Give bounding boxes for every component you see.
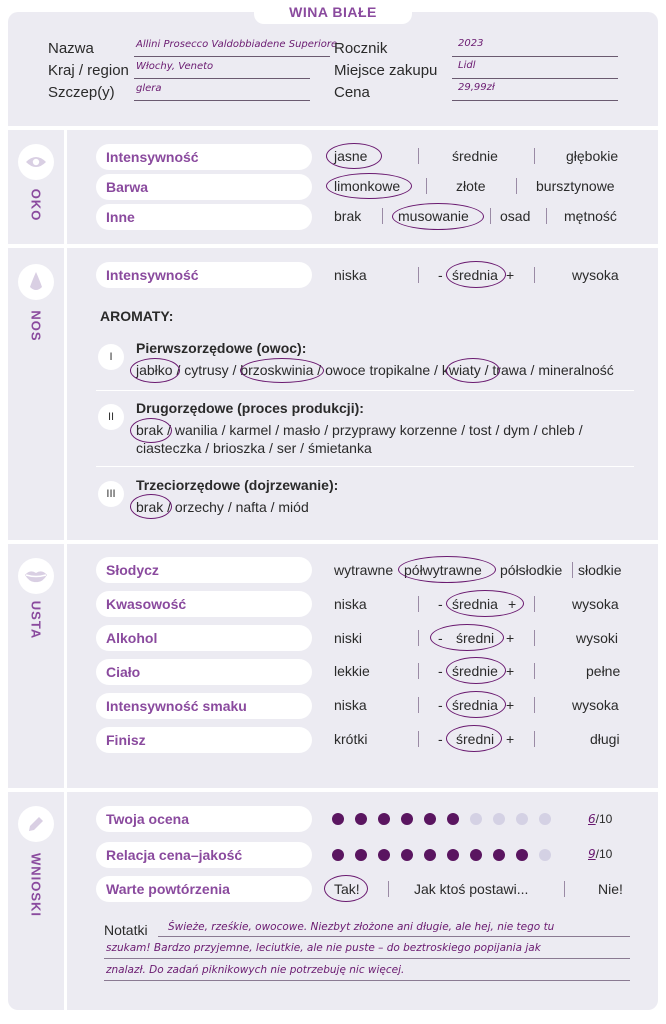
option-separator	[382, 208, 383, 224]
scale-low[interactable]: niski	[334, 630, 363, 646]
selection-circle	[446, 657, 506, 684]
minus-sign: -	[438, 697, 443, 713]
divider	[8, 126, 658, 130]
selection-circle	[446, 358, 500, 383]
usta-acid-label: Kwasowość	[96, 591, 312, 617]
rating-dot[interactable]	[470, 813, 482, 825]
minus-sign: -	[438, 731, 443, 747]
divider	[8, 788, 658, 792]
plus-sign: +	[506, 663, 515, 679]
rating-dot[interactable]	[516, 813, 528, 825]
rating-dot[interactable]	[493, 849, 505, 861]
rating-max: /10	[595, 812, 613, 826]
aroma-secondary-title: Drugorzędowe (proces produkcji):	[136, 400, 364, 416]
option-jasne[interactable]: jasne	[334, 148, 368, 164]
rating-dot[interactable]	[378, 849, 390, 861]
place-label: Miejsce zakupu	[334, 62, 438, 79]
minus-sign: -	[438, 267, 443, 283]
nos-intensity-label: Intensywność	[96, 262, 312, 288]
scale-high[interactable]: długi	[590, 731, 620, 747]
selection-circle	[446, 590, 524, 617]
section-label-wnioski: WNIOSKI	[28, 852, 44, 918]
rating-dot[interactable]	[332, 849, 344, 861]
option-limonkowe[interactable]: limonkowe	[334, 178, 401, 194]
scale-low[interactable]: niska	[334, 697, 367, 713]
value-max: /10	[595, 847, 613, 861]
selection-circle	[430, 624, 504, 651]
selection-circle	[446, 691, 506, 718]
side-divider	[64, 128, 67, 1012]
option-polslodkie[interactable]: półsłodkie	[500, 562, 563, 578]
option-separator	[516, 178, 517, 194]
scale-separator	[418, 596, 419, 612]
usta-sweet-label: Słodycz	[96, 557, 312, 583]
scale-separator	[418, 731, 419, 747]
option-wytrawne[interactable]: wytrawne	[334, 562, 394, 578]
aroma-mineralnosc[interactable]: mineralność	[538, 362, 614, 378]
year-line	[452, 56, 618, 57]
notes-line-3[interactable]: znalazł. Do zadań piknikowych nie potrzebuję nic więcej.	[106, 964, 405, 976]
scale-separator	[534, 697, 535, 713]
plus-sign: +	[506, 630, 515, 646]
rating-value[interactable]: 6	[588, 812, 596, 826]
scale-low[interactable]: lekkie	[334, 663, 370, 679]
oko-other-label: Inne	[96, 204, 312, 230]
aroma-level-2: II	[98, 404, 124, 430]
scale-mid[interactable]: średnie	[452, 663, 498, 679]
rating-dot[interactable]	[539, 849, 551, 861]
pencil-icon	[18, 806, 54, 842]
option-separator	[546, 208, 547, 224]
grape-label: Szczep(y)	[48, 84, 115, 101]
place-value[interactable]: Lidl	[458, 60, 476, 71]
minus-sign: -	[438, 663, 443, 679]
usta-alcohol-label: Alkohol	[96, 625, 312, 651]
name-label: Nazwa	[48, 40, 94, 57]
option-separator	[534, 148, 535, 164]
row-divider	[96, 390, 634, 391]
grape-value[interactable]: glera	[136, 83, 162, 94]
option-nie[interactable]: Nie!	[598, 881, 623, 897]
notes-rule	[104, 980, 630, 981]
region-line	[134, 78, 310, 79]
notes-line-2[interactable]: szukam! Bardzo przyjemne, leciutkie, ale nie puste – do beztroskiego popijania jak	[106, 942, 541, 954]
option-polwytrawne[interactable]: półwytrawne	[404, 562, 482, 578]
aroma-level-1: I	[98, 344, 124, 370]
divider	[8, 540, 658, 544]
notes-rule	[158, 936, 630, 937]
scale-mid[interactable]: średnia	[452, 697, 498, 713]
scale-high[interactable]: pełne	[586, 663, 621, 679]
scale-separator	[534, 663, 535, 679]
selection-circle	[324, 875, 368, 902]
selection-circle	[398, 556, 496, 583]
scale-mid[interactable]: średni	[456, 630, 495, 646]
aroma-secondary-line1: brak / wanilia / karmel / masło / przyprawy korzenne / tost / dym / chleb /	[136, 422, 583, 438]
aroma-tertiary-title: Trzeciorzędowe (dojrzewanie):	[136, 477, 339, 493]
usta-finish-label: Finisz	[96, 727, 312, 753]
selection-circle	[326, 143, 382, 169]
rating-dot[interactable]	[470, 849, 482, 861]
place-line	[452, 78, 618, 79]
aroma-owoce-tropikalne[interactable]: owoce tropikalne	[325, 362, 431, 378]
rating-dot[interactable]	[355, 849, 367, 861]
scale-separator	[534, 630, 535, 646]
region-value[interactable]: Włochy, Veneto	[136, 61, 214, 72]
rating-dot[interactable]	[401, 849, 413, 861]
plus-sign: +	[506, 697, 515, 713]
price-label: Cena	[334, 84, 370, 101]
plus-sign: +	[506, 267, 515, 283]
option-separator	[418, 148, 419, 164]
aroma-kwiaty[interactable]: kwiaty	[441, 362, 481, 378]
scale-low[interactable]: niska	[334, 267, 367, 283]
selection-circle	[130, 358, 180, 383]
aroma-primary-list: jabłko / cytrusy / brzoskwinia / owoce tropikalne / kwiaty / trawa / mineralność	[136, 362, 614, 378]
selection-circle	[130, 418, 172, 443]
option-osad[interactable]: osad	[500, 208, 531, 224]
minus-sign: -	[438, 596, 443, 612]
scale-high[interactable]: wysoka	[572, 697, 619, 713]
oko-color-label: Barwa	[96, 174, 312, 200]
minus-sign: -	[438, 630, 443, 646]
rating-dot[interactable]	[401, 813, 413, 825]
option-brak[interactable]: brak	[334, 208, 362, 224]
rating-dot[interactable]	[539, 813, 551, 825]
aroma-brzoskwinia[interactable]: brzoskwinia	[240, 362, 314, 378]
scale-high[interactable]: wysoka	[572, 267, 619, 283]
name-line	[134, 56, 330, 57]
rating-dot[interactable]	[424, 849, 436, 861]
rating-dot[interactable]	[355, 813, 367, 825]
selection-circle	[326, 173, 412, 199]
option-separator	[490, 208, 491, 224]
scale-separator	[534, 267, 535, 283]
year-value[interactable]: 2023	[458, 38, 484, 49]
option-slodkie[interactable]: słodkie	[578, 562, 622, 578]
aromas-heading: AROMATY:	[100, 308, 174, 324]
aroma-tertiary-line1: brak / orzechy / nafta / miód	[136, 499, 309, 515]
scale-high[interactable]: wysoki	[576, 630, 619, 646]
oko-intensity-label: Intensywność	[96, 144, 312, 170]
selection-circle	[392, 203, 484, 230]
value-label: Relacja cena–jakość	[96, 842, 312, 868]
section-label-oko: OKO	[28, 188, 44, 222]
repeat-label: Warte powtórzenia	[96, 876, 312, 902]
section-label-nos: NOS	[28, 310, 44, 342]
notes-rule	[104, 958, 630, 959]
page-title: WINA BIAŁE	[254, 0, 412, 24]
rating-label: Twoja ocena	[96, 806, 312, 832]
notes-line-1[interactable]: Świeże, rześkie, owocowe. Niezbyt złożone ani długie, ale hej, nie tego tu	[168, 921, 555, 933]
lips-icon	[18, 558, 54, 594]
scale-separator	[418, 267, 419, 283]
option-separator	[572, 562, 573, 578]
option-metnosc[interactable]: mętność	[564, 208, 617, 224]
selection-circle	[446, 261, 506, 288]
aroma-primary-title: Pierwszorzędowe (owoc):	[136, 340, 307, 356]
year-label: Rocznik	[334, 40, 388, 57]
row-divider	[96, 466, 634, 467]
scale-separator	[418, 663, 419, 679]
scale-separator	[418, 697, 419, 713]
option-tak[interactable]: Tak!	[334, 881, 360, 897]
name-value[interactable]: Allini Prosecco Valdobbiadene Superiore	[136, 39, 338, 50]
option-srednie[interactable]: średnie	[452, 148, 498, 164]
option-bursztynowe[interactable]: bursztynowe	[536, 178, 615, 194]
selection-circle	[130, 494, 172, 519]
rating-dot[interactable]	[424, 813, 436, 825]
aroma-cytrusy[interactable]: cytrusy	[184, 362, 229, 378]
scale-separator	[534, 731, 535, 747]
selection-circle	[446, 725, 502, 752]
notes-label: Notatki	[104, 922, 148, 938]
rating-dot[interactable]	[516, 849, 528, 861]
price-line	[452, 100, 618, 101]
section-label-usta: USTA	[28, 600, 44, 640]
option-glebokie[interactable]: głębokie	[566, 148, 619, 164]
option-musowanie[interactable]: musowanie	[398, 208, 469, 224]
scale-separator	[534, 596, 535, 612]
scale-low[interactable]: krótki	[334, 731, 368, 747]
grape-line	[134, 100, 310, 101]
value-value[interactable]: 9	[588, 847, 596, 861]
scale-mid[interactable]: średnia	[452, 596, 498, 612]
plus-sign: +	[508, 596, 517, 612]
rating-dot[interactable]	[332, 813, 344, 825]
aroma-jablko[interactable]: jabłko	[136, 362, 173, 378]
usta-flavor-label: Intensywność smaku	[96, 693, 312, 719]
divider	[8, 244, 658, 248]
rating-dot[interactable]	[493, 813, 505, 825]
price-value[interactable]: 29,99zł	[458, 82, 495, 93]
scale-mid[interactable]: średni	[456, 731, 495, 747]
aroma-level-3: III	[98, 481, 124, 507]
rating-dot[interactable]	[447, 813, 459, 825]
option-jak-ktos-postawi[interactable]: Jak ktoś postawi...	[414, 881, 529, 897]
option-separator	[388, 881, 389, 897]
selection-circle	[240, 358, 324, 383]
rating-score	[588, 812, 612, 826]
plus-sign: +	[506, 731, 515, 747]
value-score	[588, 847, 612, 861]
aroma-trawa[interactable]: trawa	[492, 362, 527, 378]
nose-icon	[18, 264, 54, 300]
scale-low[interactable]: niska	[334, 596, 367, 612]
option-separator	[426, 178, 427, 194]
usta-body-label: Ciało	[96, 659, 312, 685]
aroma-secondary-line2: ciasteczka / brioszka / ser / śmietanka	[136, 440, 372, 456]
rating-dot[interactable]	[447, 849, 459, 861]
scale-high[interactable]: wysoka	[572, 596, 619, 612]
scale-separator	[418, 630, 419, 646]
eye-icon	[18, 144, 54, 180]
rating-dot[interactable]	[378, 813, 390, 825]
scale-mid[interactable]: średnia	[452, 267, 498, 283]
option-separator	[564, 881, 565, 897]
option-zlote[interactable]: złote	[456, 178, 486, 194]
region-label: Kraj / region	[48, 62, 129, 79]
